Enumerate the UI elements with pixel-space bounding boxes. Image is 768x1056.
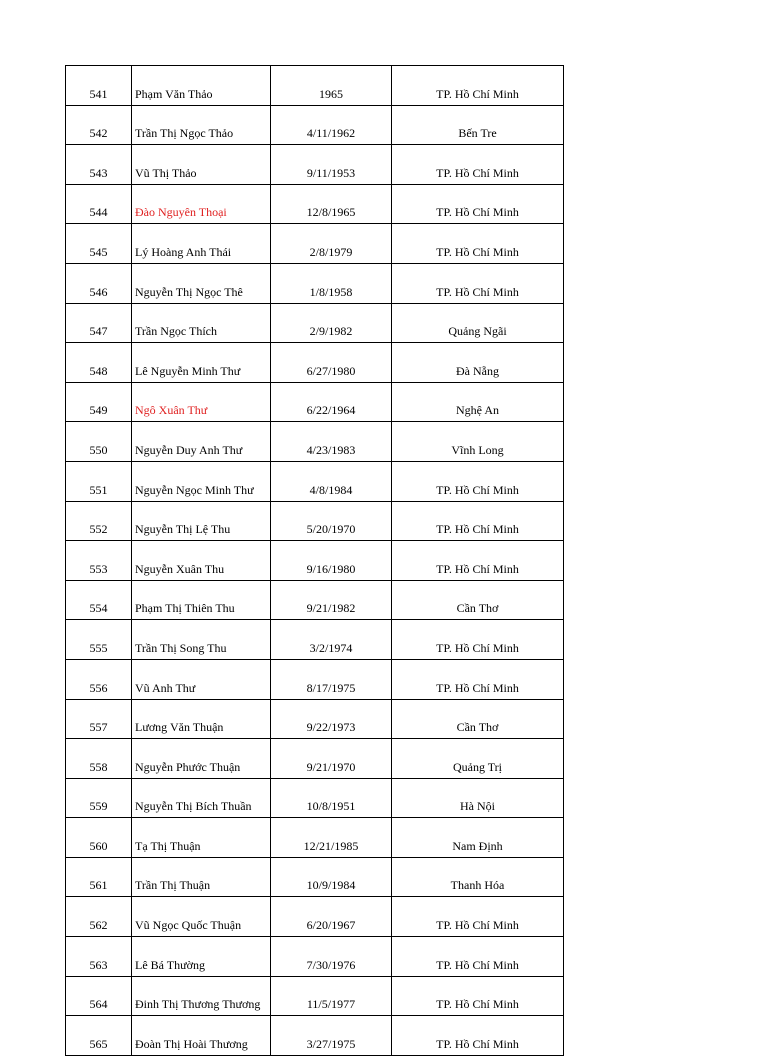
name-cell[interactable]: Nguyễn Duy Anh Thư [132, 422, 271, 462]
row-number-cell[interactable]: 555 [66, 620, 132, 660]
row-number-cell[interactable]: 545 [66, 224, 132, 264]
row-number-cell[interactable]: 553 [66, 541, 132, 581]
birth-date-cell[interactable]: 3/2/1974 [271, 620, 392, 660]
row-number-cell[interactable]: 564 [66, 976, 132, 1016]
place-cell[interactable]: Nam Định [392, 818, 564, 858]
birth-date-cell[interactable]: 2/9/1982 [271, 303, 392, 343]
row-number-cell[interactable]: 554 [66, 580, 132, 620]
table-row [66, 105, 564, 145]
place-cell[interactable]: TP. Hồ Chí Minh [392, 66, 564, 106]
place-cell[interactable]: TP. Hồ Chí Minh [392, 224, 564, 264]
name-cell[interactable]: Lý Hoàng Anh Thái [132, 224, 271, 264]
place-cell[interactable]: Vĩnh Long [392, 422, 564, 462]
place-cell[interactable]: Quảng Trị [392, 739, 564, 779]
birth-date-cell[interactable]: 5/20/1970 [271, 501, 392, 541]
birth-date-cell[interactable]: 6/27/1980 [271, 343, 392, 383]
table-row [66, 580, 564, 620]
row-number-cell[interactable]: 552 [66, 501, 132, 541]
name-cell[interactable]: Lương Văn Thuận [132, 699, 271, 739]
table-row [66, 184, 564, 224]
birth-date-cell[interactable]: 2/8/1979 [271, 224, 392, 264]
name-cell[interactable]: Nguyễn Xuân Thu [132, 541, 271, 581]
place-cell[interactable]: TP. Hồ Chí Minh [392, 620, 564, 660]
table-row [66, 66, 564, 106]
place-cell[interactable]: TP. Hồ Chí Minh [392, 1016, 564, 1056]
birth-date-cell[interactable]: 4/23/1983 [271, 422, 392, 462]
birth-date-cell[interactable]: 9/22/1973 [271, 699, 392, 739]
table-row [66, 422, 564, 462]
records-table-body [66, 66, 564, 1056]
row-number-cell[interactable]: 563 [66, 937, 132, 977]
birth-date-cell[interactable]: 12/8/1965 [271, 184, 392, 224]
table-row [66, 224, 564, 264]
name-cell[interactable]: Nguyễn Phước Thuận [132, 739, 271, 779]
name-cell[interactable]: Trần Thị Thuận [132, 857, 271, 897]
row-number-cell[interactable]: 541 [66, 66, 132, 106]
table-row [66, 897, 564, 937]
spreadsheet-page [65, 65, 561, 1056]
row-number-cell[interactable]: 558 [66, 739, 132, 779]
birth-date-cell[interactable]: 4/11/1962 [271, 105, 392, 145]
table-row [66, 976, 564, 1016]
name-cell[interactable]: Đinh Thị Thương Thương [132, 976, 271, 1016]
birth-date-cell[interactable]: 9/21/1970 [271, 739, 392, 779]
row-number-cell[interactable]: 542 [66, 105, 132, 145]
row-number-cell[interactable]: 565 [66, 1016, 132, 1056]
name-cell[interactable]: Trần Ngọc Thích [132, 303, 271, 343]
name-cell[interactable]: Đào Nguyên Thoại [132, 184, 271, 224]
place-cell[interactable]: Đà Nẵng [392, 343, 564, 383]
place-cell[interactable]: TP. Hồ Chí Minh [392, 541, 564, 581]
table-row [66, 461, 564, 501]
birth-date-cell[interactable]: 6/20/1967 [271, 897, 392, 937]
birth-date-cell[interactable]: 11/5/1977 [271, 976, 392, 1016]
name-cell[interactable]: Nguyễn Thị Ngọc Thê [132, 263, 271, 303]
place-cell[interactable]: Quảng Ngãi [392, 303, 564, 343]
name-cell[interactable]: Nguyễn Ngọc Minh Thư [132, 461, 271, 501]
name-cell[interactable]: Vũ Anh Thư [132, 659, 271, 699]
row-number-cell[interactable]: 544 [66, 184, 132, 224]
table-row [66, 937, 564, 977]
row-number-cell[interactable]: 548 [66, 343, 132, 383]
birth-date-cell[interactable]: 1965 [271, 66, 392, 106]
name-cell[interactable]: Phạm Văn Thảo [132, 66, 271, 106]
row-number-cell[interactable]: 559 [66, 778, 132, 818]
place-cell[interactable]: TP. Hồ Chí Minh [392, 461, 564, 501]
table-row [66, 620, 564, 660]
birth-date-cell[interactable]: 10/8/1951 [271, 778, 392, 818]
table-row [66, 818, 564, 858]
table-row [66, 343, 564, 383]
row-number-cell[interactable]: 557 [66, 699, 132, 739]
row-number-cell[interactable]: 547 [66, 303, 132, 343]
birth-date-cell[interactable]: 12/21/1985 [271, 818, 392, 858]
name-cell[interactable]: Lê Nguyễn Minh Thư [132, 343, 271, 383]
place-cell[interactable]: TP. Hồ Chí Minh [392, 263, 564, 303]
table-row [66, 303, 564, 343]
table-row [66, 145, 564, 185]
place-cell[interactable]: TP. Hồ Chí Minh [392, 145, 564, 185]
table-row [66, 1016, 564, 1056]
birth-date-cell[interactable]: 10/9/1984 [271, 857, 392, 897]
place-cell[interactable]: Bến Tre [392, 105, 564, 145]
name-cell[interactable]: Lê Bá Thường [132, 937, 271, 977]
name-cell[interactable]: Nguyễn Thị Bích Thuần [132, 778, 271, 818]
row-number-cell[interactable]: 561 [66, 857, 132, 897]
place-cell[interactable]: TP. Hồ Chí Minh [392, 937, 564, 977]
birth-date-cell[interactable]: 4/8/1984 [271, 461, 392, 501]
table-row [66, 659, 564, 699]
place-cell[interactable]: Thanh Hóa [392, 857, 564, 897]
name-cell[interactable]: Phạm Thị Thiên Thu [132, 580, 271, 620]
place-cell[interactable]: Cần Thơ [392, 699, 564, 739]
name-cell[interactable]: Vũ Ngọc Quốc Thuận [132, 897, 271, 937]
row-number-cell[interactable]: 549 [66, 382, 132, 422]
place-cell[interactable]: TP. Hồ Chí Minh [392, 897, 564, 937]
place-cell[interactable]: Nghệ An [392, 382, 564, 422]
records-table [65, 65, 564, 1056]
birth-date-cell[interactable]: 9/21/1982 [271, 580, 392, 620]
place-cell[interactable]: Hà Nội [392, 778, 564, 818]
table-row [66, 501, 564, 541]
row-number-cell[interactable]: 562 [66, 897, 132, 937]
row-number-cell[interactable]: 543 [66, 145, 132, 185]
birth-date-cell[interactable]: 9/11/1953 [271, 145, 392, 185]
birth-date-cell[interactable]: 6/22/1964 [271, 382, 392, 422]
table-row [66, 382, 564, 422]
birth-date-cell[interactable]: 1/8/1958 [271, 263, 392, 303]
birth-date-cell[interactable]: 9/16/1980 [271, 541, 392, 581]
table-row [66, 739, 564, 779]
table-row [66, 541, 564, 581]
table-row [66, 263, 564, 303]
place-cell[interactable]: TP. Hồ Chí Minh [392, 501, 564, 541]
name-cell[interactable]: Trần Thị Song Thu [132, 620, 271, 660]
place-cell[interactable]: TP. Hồ Chí Minh [392, 976, 564, 1016]
place-cell[interactable]: TP. Hồ Chí Minh [392, 184, 564, 224]
name-cell[interactable]: Trần Thị Ngọc Thảo [132, 105, 271, 145]
name-cell[interactable]: Ngô Xuân Thư [132, 382, 271, 422]
place-cell[interactable]: Cần Thơ [392, 580, 564, 620]
row-number-cell[interactable]: 550 [66, 422, 132, 462]
name-cell[interactable]: Vũ Thị Thảo [132, 145, 271, 185]
table-row [66, 778, 564, 818]
row-number-cell[interactable]: 546 [66, 263, 132, 303]
row-number-cell[interactable]: 556 [66, 659, 132, 699]
birth-date-cell[interactable]: 8/17/1975 [271, 659, 392, 699]
name-cell[interactable]: Nguyễn Thị Lệ Thu [132, 501, 271, 541]
table-row [66, 699, 564, 739]
row-number-cell[interactable]: 551 [66, 461, 132, 501]
place-cell[interactable]: TP. Hồ Chí Minh [392, 659, 564, 699]
birth-date-cell[interactable]: 3/27/1975 [271, 1016, 392, 1056]
name-cell[interactable]: Đoàn Thị Hoài Thương [132, 1016, 271, 1056]
birth-date-cell[interactable]: 7/30/1976 [271, 937, 392, 977]
row-number-cell[interactable]: 560 [66, 818, 132, 858]
table-row [66, 857, 564, 897]
name-cell[interactable]: Tạ Thị Thuận [132, 818, 271, 858]
